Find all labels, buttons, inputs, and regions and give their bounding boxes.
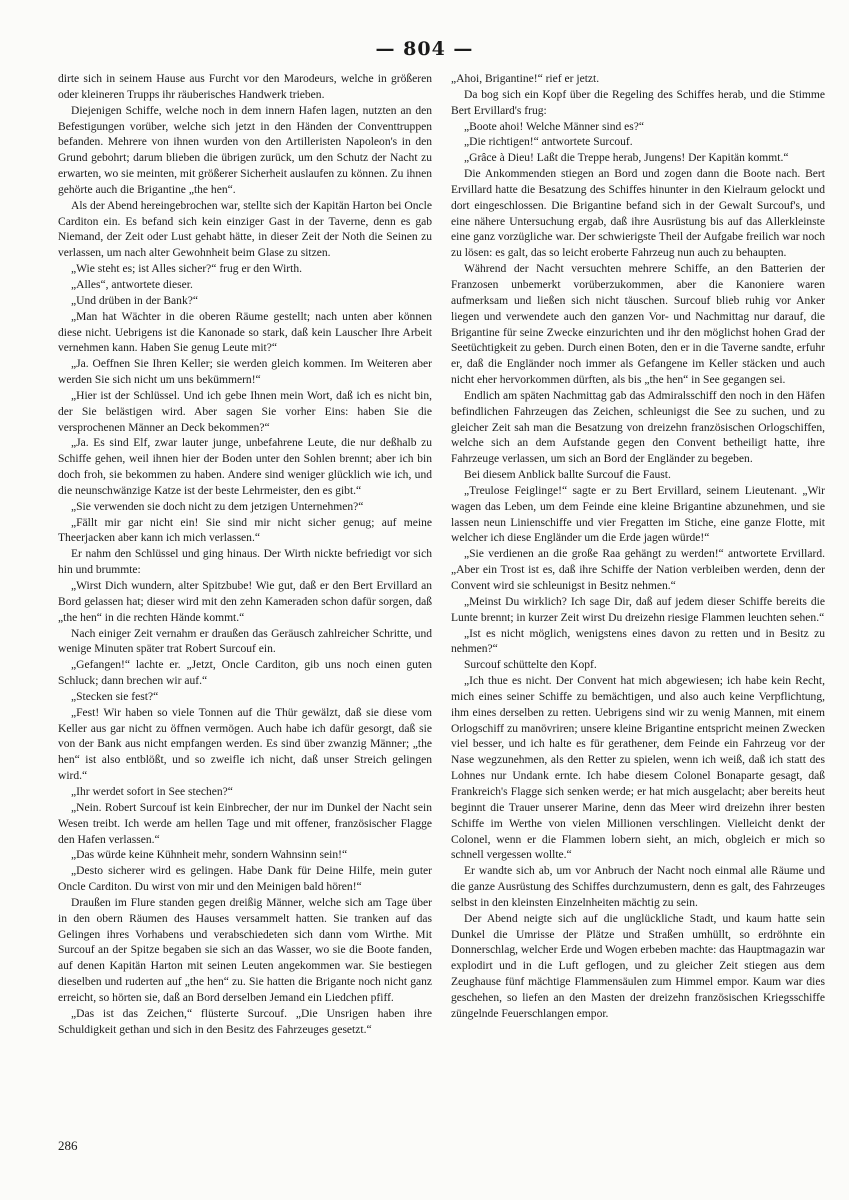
paragraph: „Ahoi, Brigantine!“ rief er jetzt. [451, 73, 600, 85]
paragraph: „Man hat Wächter in die oberen Räume gestellt; nach unten aber können diese nicht. Uebrigens ist die Kanonade so stark, daß kein Lauscher Ihre Arbeit vernehmen kann. Haben Sie genug Leute mit?“ [58, 310, 432, 355]
paragraph: „Stecken sie fest?“ [71, 690, 159, 703]
paragraph: Endlich am späten Nachmittag gab das Admiralsschiff den noch in den Häfen befindlichen Fahrzeugen das Zeichen, schleunigst die See zu suchen, und zu gleicher Zeit sah man die Besatzung von dreizehn französischen Orlogschiffen, welche sich an dem Aufstande gegen den Convent betheiligt hatte, ihre Fahrzeuge verlassen, um sich an Bord der Engländer zu begeben. [451, 389, 825, 466]
paragraph: „Ist es nicht möglich, wenigstens eines davon zu retten und in Besitz zu nehmen?“ [451, 627, 825, 656]
paragraph: „Fällt mir gar nicht ein! Sie sind mir nicht sicher genug; auf meine Theerjacken aber kann ich mich verlassen.“ [58, 516, 432, 545]
paragraph: „Alles“, antwortete dieser. [71, 278, 193, 291]
paragraph: „Desto sicherer wird es gelingen. Habe Dank für Deine Hilfe, mein guter Oncle Carditon. Du wirst von mir und den Meinigen bald hören!“ [58, 865, 432, 894]
folio-number: 286 [58, 1138, 78, 1153]
page-number-header: — 804 — [375, 38, 474, 60]
paragraph: „Und drüben in der Bank?“ [71, 294, 198, 307]
paragraph: dirte sich in seinem Hause aus Furcht vor den Marodeurs, welche in größeren oder kleineren Trupps ihr räuberisches Handwerk trieben. [58, 73, 432, 101]
paragraph: „Wie steht es; ist Alles sicher?“ frug er den Wirth. [71, 263, 303, 276]
paragraph: „Hier ist der Schlüssel. Und ich gebe Ihnen mein Wort, daß ich es nicht bin, der Sie belästigen wird. Aber sagen Sie vorher Eins: haben Sie die versprochenen Männer an Deck bekommen?“ [58, 389, 432, 434]
paragraph: „Das ist das Zeichen,“ flüsterte Surcouf. „Die Unsrigen haben ihre Schuldigkeit gethan und sich in den Besitz des Fahrzeuges gesetzt.“ [58, 1007, 432, 1036]
paragraph: „Gefangen!“ lachte er. „Jetzt, Oncle Carditon, gib uns noch einen guten Schluck; dann brechen wir auf.“ [58, 659, 432, 688]
paragraph: „Nein. Robert Surcouf ist kein Einbrecher, der nur im Dunkel der Nacht sein Wesen treibt. Ich werde am hellen Tage und mit offener, französischer Flagge den Hafen verlassen.“ [58, 801, 432, 846]
paragraph: „Sie verdienen an die große Raa gehängt zu werden!“ antwortete Ervillard. „Aber ein Trost ist es, daß ihre Schiffe der Nation verbleiben werden, denn der Convent wird sie schleunigst in Besitz nehmen.“ [451, 548, 825, 592]
left-column [58, 72, 432, 1132]
paragraph: Surcouf schüttelte den Kopf. [464, 659, 597, 672]
paragraph: Er wandte sich ab, um vor Anbruch der Nacht noch einmal alle Räume und die ganze Ausrüstung des Schiffes durchzumustern, denn es galt, des Fahrzeuges selbst in den kleinsten Einzelnheiten mächtig zu sein. [451, 865, 825, 909]
paragraph: „Ja. Es sind Elf, zwar lauter junge, unbefahrene Leute, die nur deßhalb zu Schiffe gehen, weil ihnen hier der Boden unter den Sohlen brennt; aber ich bin doch froh, sie bekommen zu haben. Andere sind weniger glücklich wie ich, und die neunschwänzige Katze ist der beste Lehrmeister, den es gibt.“ [58, 437, 432, 497]
paragraph: Nach einiger Zeit vernahm er draußen das Geräusch zahlreicher Schritte, und wenige Minuten später trat Robert Surcouf ein. [58, 627, 432, 656]
paragraph: „Boote ahoi! Welche Männer sind es?“ [464, 120, 645, 133]
paragraph: Als der Abend hereingebrochen war, stellte sich der Kapitän Harton bei Oncle Carditon ein. Es befand sich kein einziger Gast in der Taverne, denn es gab Niemand, der Zeit oder Lust gehabt hätte, in dieser Zeit der Noth die Seinen zu verlassen, um nach alter Gewohnheit beim Glase zu sitzen. [58, 199, 432, 260]
paragraph: Die Ankommenden stiegen an Bord und zogen dann die Boote nach. Bert Ervillard hatte die Besatzung des Schiffes hinunter in den Kielraum gelockt und dort eingeschlossen. Die Brigantine befand sich in der Gewalt Surcouf's, und eine nähere Untersuchung ergab, daß ihre Ausrüstung bis auf das Allerkleinste eine ganz vorzügliche war. Der schwierigste Theil der Aufgabe freilich war noch zu lösen: es galt, das so leicht eroberte Fahrzeug nun auch zu behaupten. [451, 168, 825, 260]
paragraph: „Ihr werdet sofort in See stechen?“ [71, 785, 233, 798]
paragraph: Da bog sich ein Kopf über die Regeling des Schiffes herab, und die Stimme Bert Ervillard's frug: [451, 88, 825, 117]
paragraph: Draußen im Flure standen gegen dreißig Männer, welche sich am Tage über in den obern Räumen des Hauses versammelt hatten. Sie tranken auf das Gelingen ihres Vorhabens und verabschiedeten sich dann vom Wirthe. Mit Surcouf an der Spitze begaben sie sich an das Wasser, wo sie die Boote fanden, auf denen Kapitän Harton mit seinen Leuten angekommen war. Sie bestiegen dieselben und ruderten auf „the hen“ zu. Sie hatten die Brigante noch nicht ganz erreicht, so hörten sie, daß an Bord derselben Jemand ein Liedchen pfiff. [58, 896, 432, 1004]
paragraph: Bei diesem Anblick ballte Surcouf die Faust. [464, 469, 671, 482]
paragraph: Während der Nacht versuchten mehrere Schiffe, an den Batterien der Franzosen unbemerkt vorüberzukommen, aber die Kanoniere waren aufmerksam und ließen sich nicht täuschen. Surcouf blieb ruhig vor Anker liegen und verwendete auch den ganzen Vor- und Nachmittag nur darauf, die Brigantine für seine Zwecke einzurichten und ihr den möglichst hohen Grad der Seetüchtigkeit zu geben. Durch einen Boten, den er in die Taverne sandte, erfuhr er, daß die Engländer noch immer als Gefangene im Keller stäcken und auch nicht eher hervorkommen dürften, als bis „the hen“ in See gegangen sei. [451, 263, 825, 387]
paragraph: „Wirst Dich wundern, alter Spitzbube! Wie gut, daß er den Bert Ervillard an Bord gelassen hat; dieser wird mit den zehn Kameraden schon dafür sorgen, daß „the hen“ in die rechten Hände kommt.“ [58, 580, 432, 624]
paragraph: „Die richtigen!“ antwortete Surcouf. [464, 136, 633, 149]
paragraph: „Ich thue es nicht. Der Convent hat mich abgewiesen; ich habe kein Recht, mich eines seiner Schiffe zu bemächtigen, und also auch keine Verpflichtung, ihm eines derselben zu retten. Uebrigens sind wir zu wenig Mannen, mit einem Orlogschiff zu manövriren; unsere kleine Brigantine entspricht meinen Zwecken viel besser, und ich halte es für gerathener, dem Feinde ein Fahrzeug vor der Nase wegzunehmen, als den Retter zu spielen, wenn ich weiß, daß ich statt des Lohnes nur Undank ernte. Ich habe diesem Colonel Bonaparte gesagt, daß Frankreich's Flagge sich senken werde; er hat mich ausgelacht; aber bereits heut beginnt die Trauer unserer Marine, denn das Meer wird dreizehn ihrer besten Schiffe im Werthe von vielen Millionen verschlingen. Vielleicht denkt der Colonel, wenn er die Flammen lobern sieht, an mich, obgleich er mich so schnell vergessen wollte.“ [451, 675, 825, 862]
paragraph: „Treulose Feiglinge!“ sagte er zu Bert Ervillard, seinem Lieutenant. „Wir wagen das Leben, um dem Feinde eine kleine Brigantine abzunehmen, und sie lassen neun Linienschiffe und vier Fregatten im Stiche, eine ganze Flotte, mit welcher ich diese Engländer um die Erde jagen würde!“ [451, 484, 825, 545]
paragraph: „Fest! Wir haben so viele Tonnen auf die Thür gewälzt, daß sie diese vom Keller aus gar nicht zu öffnen vermögen. Auch habe ich dafür gesorgt, daß sie von der Bank aus nicht empfangen werden. Es sind über zwanzig Männer; „the hen“ ist also entblößt, und so zweifle ich nicht, daß unser Streich gelingen wird.“ [58, 706, 432, 783]
paragraph: Er nahm den Schlüssel und ging hinaus. Der Wirth nickte befriedigt vor sich hin und brummte: [58, 548, 432, 577]
paragraph: Diejenigen Schiffe, welche noch in dem innern Hafen lagen, nutzten an den Befestigungen vorüber, welche sich jetzt in den Händen der Conventtruppen befanden. Mehrere von ihnen wurden von den Artilleristen Napoleon's in den Grund gebohrt; darum blieben die übrigen zurück, um den Schutz der Nacht zu erwarten, wo sie meinten, mit größerer Sicherheit auslaufen zu können. Zu ihnen gehörte auch die Brigantine „the hen“. [58, 104, 432, 196]
paragraph: „Grâce à Dieu! Laßt die Treppe herab, Jungens! Der Kapitän kommt.“ [464, 152, 789, 165]
right-column [451, 72, 825, 1132]
paragraph: Der Abend neigte sich auf die unglückliche Stadt, und kaum hatte sein Dunkel die Umrisse der Plätze und Straßen umhüllt, so erdröhnte ein Donnerschlag, welcher Erde und Wogen erbeben machte: das Hauptmagazin war explodirt und in die Luft geflogen, und zu gleicher Zeit stiegen aus dem Zeughause fünf mächtige Flammensäulen zum Himmel empor. Kaum war dies geschehen, so liefen an den Masten der dreizehn französischen Kriegsschiffe züngelnde Feuerschlangen empor. [451, 912, 825, 1020]
paragraph: „Sie verwenden sie doch nicht zu dem jetzigen Unternehmen?“ [71, 500, 364, 513]
paragraph: „Ja. Oeffnen Sie Ihren Keller; sie werden gleich kommen. Im Weiteren aber werden Sie sich nicht um uns bekümmern!“ [58, 358, 432, 387]
paragraph: „Meinst Du wirklich? Ich sage Dir, daß auf jedem dieser Schiffe bereits die Lunte brennt; in kurzer Zeit wirst Du dreizehn riesige Flammen leuchten sehen.“ [451, 595, 825, 624]
paragraph: „Das würde keine Kühnheit mehr, sondern Wahnsinn sein!“ [71, 849, 348, 862]
